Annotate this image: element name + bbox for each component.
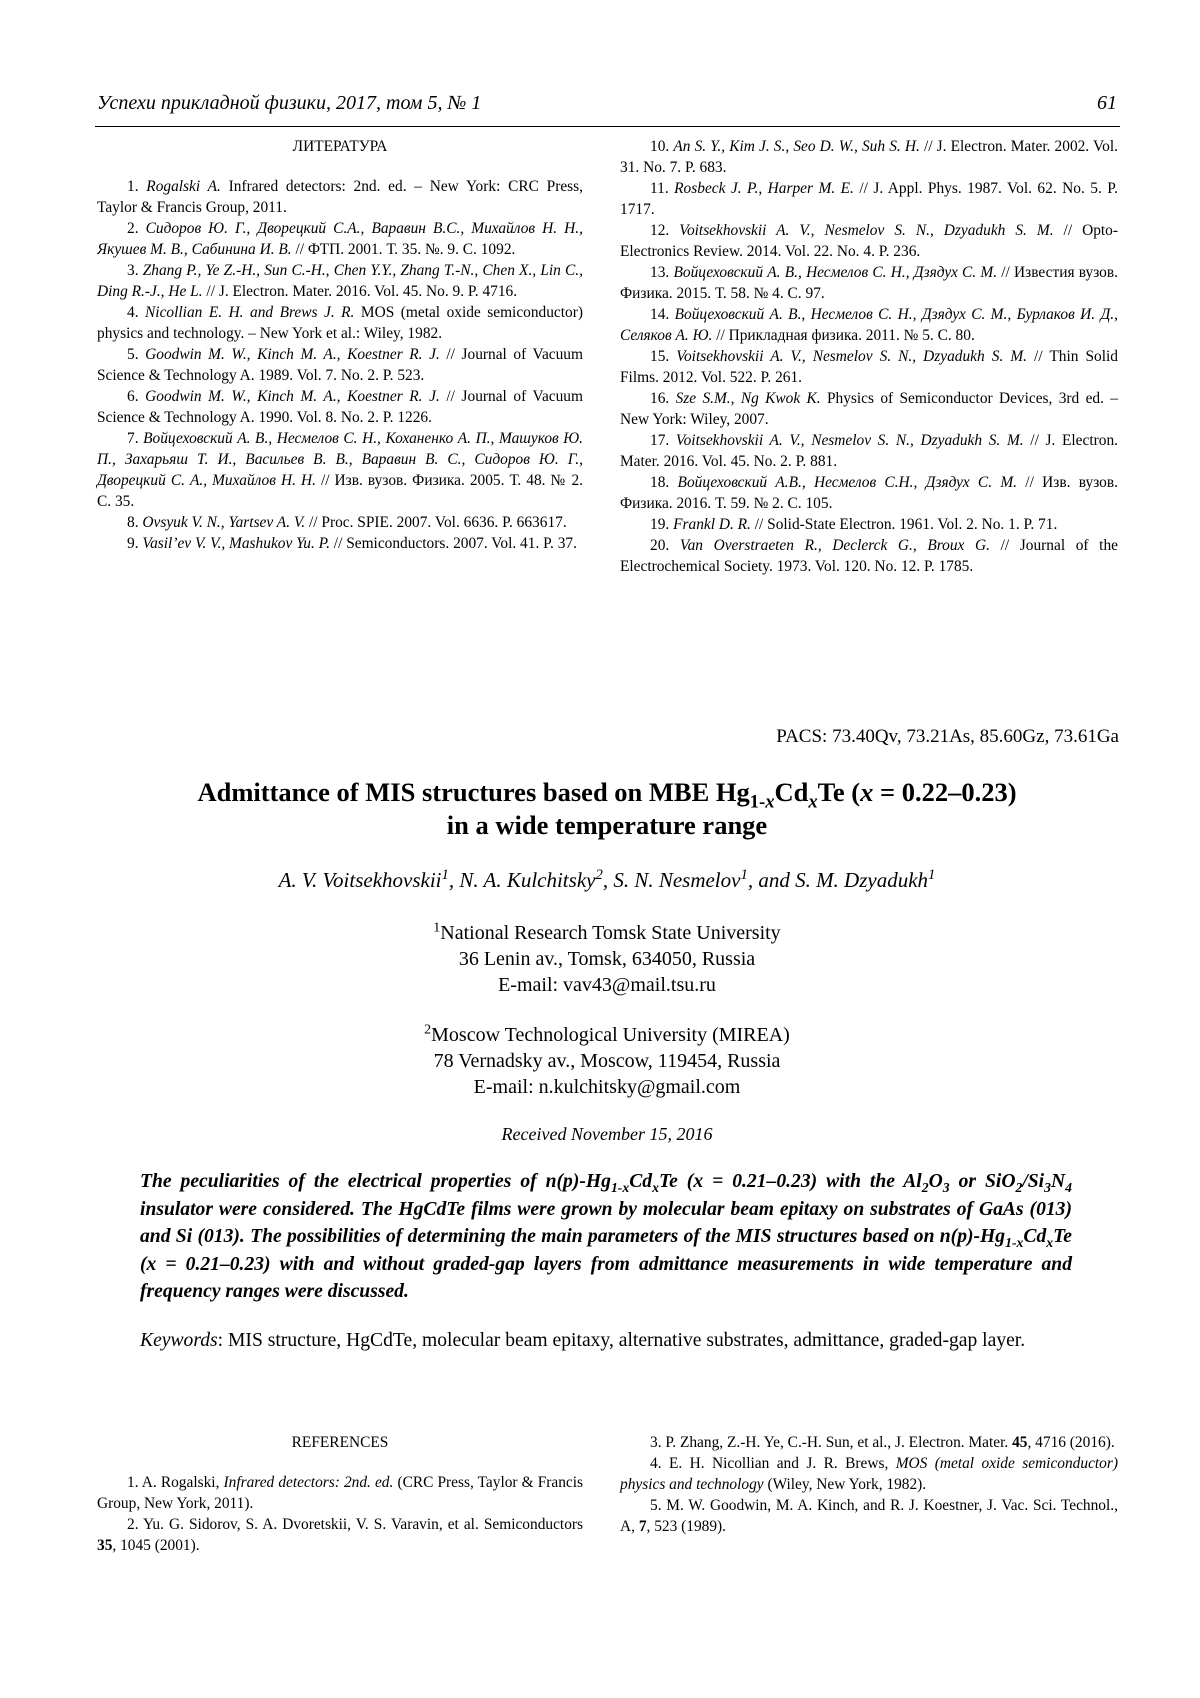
lit-ref-6: 6. Goodwin M. W., Kinch M. A., Koestner R. J. // Journal of Vacuum Science & Technology A. 1990. Vol. 8. No. 2. P. 1226.	[97, 388, 583, 426]
affiliation-2-address: 78 Vernadsky av., Moscow, 119454, Russia	[433, 1050, 781, 1072]
author-1: A. V. Voitsekhovskii$^1$,	[278, 867, 460, 892]
affiliation-1-email[interactable]: E-mail: vav43@mail.tsu.ru	[498, 974, 716, 996]
lit-ref-5: 5. Goodwin M. W., Kinch M. A., Koestner R. J. // Journal of Vacuum Science & Technology A. 1989. Vol. 7. No. 2. P. 523.	[97, 346, 583, 384]
lit-ref-18: 18. Войцеховский А.В., Несмелов С.Н., Дзядух С. М. // Изв. вузов. Физика. 2016. Т. 59. № 2. С. 105.	[620, 474, 1118, 512]
lit-ref-2: 2. Сидоров Ю. Г., Дворецкий С.А., Варавин В.С., Михайлов Н. Н., Якушев М. В., Сабинина И. В. // ФТП. 2001. Т. 35. №. 9. С. 1092.	[97, 220, 583, 258]
keywords	[140, 1328, 1072, 1354]
lit-ref-15: 15. Voitsekhovskii A. V., Nesmelov S. N., Dzyadukh S. M. // Thin Solid Films. 2012. Vol. 522. P. 261.	[620, 348, 1118, 386]
lit-ref-10: 10. An S. Y., Kim J. S., Seo D. W., Suh S. H. // J. Electron. Mater. 2002. Vol. 31. No. 7. P. 683.	[620, 138, 1118, 176]
affiliation-1-name: $^1$National Research Tomsk State University	[433, 920, 781, 944]
lit-ref-14: 14. Войцеховский А. В., Несмелов С. Н., Дзядух С. М., Бурлаков И. Д., Селяков А. Ю. // Прикладная физика. 2011. № 5. С. 80.	[620, 306, 1118, 344]
authors-line	[97, 868, 1117, 893]
pacs-codes: PACS: 73.40Qv, 73.21As, 85.60Gz, 73.61Ga	[776, 726, 1119, 747]
lit-ref-19: 19. Frankl D. R. // Solid-State Electron. 1961. Vol. 2. No. 1. P. 71.	[650, 516, 1058, 533]
affiliation-1	[97, 920, 1117, 998]
title-line-1: Admittance of MIS structures based on MBE $Hg_{1-x}Cd_xTe$ (x = 0.22–0.23)	[197, 777, 1017, 813]
literatura-title: ЛИТЕРАТУРА	[292, 138, 388, 155]
lit-ref-7: 7. Войцеховский А. В., Несмелов С. Н., Коханенко А. П., Машуков Ю. П., Захарьяш Т. И., Васильев В. В., Варавин В. С., Сидоров Ю. Г., Дворецкий С. А., Михайлов Н. Н. // Изв. вузов. Физика. 2005. Т. 48. № 2. С. 35.	[97, 430, 583, 510]
lit-ref-11: 11. Rosbeck J. P., Harper M. E. // J. Appl. Phys. 1987. Vol. 62. No. 5. P. 1717.	[620, 180, 1118, 218]
ref-1: 1. A. Rogalski, Infrared detectors: 2nd. ed. (CRC Press, Taylor & Francis Group, New York, 2011).	[97, 1474, 584, 1512]
references-right-column	[620, 1432, 1118, 1537]
affiliation-2	[97, 1022, 1117, 1100]
ref-5: 5. M. W. Goodwin, M. A. Kinch, and R. J. Koestner, J. Vac. Sci. Technol., A, 7, 523 (1989).	[620, 1497, 1118, 1535]
affiliation-1-address: 36 Lenin av., Tomsk, 634050, Russia	[458, 948, 756, 970]
author-3: S. N. Nesmelov$^1$, and	[613, 867, 796, 892]
page-number: 61	[1097, 92, 1117, 114]
lit-ref-4: 4. Nicollian E. H. and Brews J. R. MOS (metal oxide semiconductor) physics and technology. – New York et al.: Wiley, 1982.	[97, 304, 583, 342]
header-rule	[95, 126, 1120, 127]
lit-ref-1: 1. Rogalski A. Infrared detectors: 2nd. ed. – New York: CRC Press, Taylor & Francis Group, 2011.	[97, 178, 583, 216]
lit-ref-17: 17. Voitsekhovskii A. V., Nesmelov S. N., Dzyadukh S. M. // J. Electron. Mater. 2016. Vol. 45. No. 2. P. 881.	[620, 432, 1118, 470]
journal-name: Успехи прикладной физики, 2017, том 5, № 1	[97, 92, 482, 114]
author-4: S. M. Dzyadukh$^1$	[795, 867, 936, 892]
author-2: N. A. Kulchitsky$^2$,	[459, 867, 614, 892]
title-line-2: in a wide temperature range	[446, 810, 768, 840]
received-date: Received November 15, 2016	[501, 1124, 713, 1144]
lit-ref-9: 9. Vasil’ev V. V., Mashukov Yu. P. // Semiconductors. 2007. Vol. 41. P. 37.	[127, 535, 577, 552]
ref-3: 3. P. Zhang, Z.-H. Ye, C.-H. Sun, et al., J. Electron. Mater. 45, 4716 (2016).	[650, 1434, 1115, 1451]
affiliation-2-email[interactable]: E-mail: n.kulchitsky@gmail.com	[473, 1076, 741, 1098]
literatura-right-column	[620, 136, 1118, 577]
lit-ref-13: 13. Войцеховский А. В., Несмелов С. Н., Дзядух С. М. // Известия вузов. Физика. 2015. Т. 58. № 4. С. 97.	[620, 264, 1118, 302]
affiliation-2-name: $^2$Moscow Technological University (MIREA)	[424, 1022, 790, 1046]
abstract: The peculiarities of the electrical properties of $n(p)-Hg_{1-x}Cd_xTe$ (x = 0.21–0.23) with the $Al_2O_3$ or $SiO_2/Si_3N_4$ insulator were considered. The HgCdTe films were grown by molecular beam epitaxy on substrates of GaAs (013) and Si (013). The possibilities of determining the main parameters of the MIS structures based on $n(p)-Hg_{1-x}Cd_xTe$ (x = 0.21–0.23) with and without graded-gap layers from admittance measurements in wide temperature and frequency ranges were discussed.	[140, 1171, 1072, 1302]
literatura-left-column	[97, 136, 583, 554]
references-title: REFERENCES	[291, 1434, 389, 1451]
ref-4: 4. E. H. Nicollian and J. R. Brews, MOS (metal oxide semiconductor) physics and technology (Wiley, New York, 1982).	[620, 1455, 1118, 1493]
keywords-label: Keywords	[140, 1330, 218, 1351]
ref-2: 2. Yu. G. Sidorov, S. A. Dvoretskii, V. S. Varavin, et al. Semiconductors 35, 1045 (2001).	[97, 1516, 583, 1554]
lit-ref-3: 3. Zhang P., Ye Z.-H., Sun C.-H., Chen Y.Y., Zhang T.-N., Chen X., Lin C., Ding R.-J., He L. // J. Electron. Mater. 2016. Vol. 45. No. 9. P. 4716.	[97, 262, 583, 300]
lit-ref-16: 16. Sze S.M., Ng Kwok K. Physics of Semiconductor Devices, 3rd ed. – New York: Wiley, 2007.	[620, 390, 1118, 428]
lit-ref-20: 20. Van Overstraeten R., Declerck G., Broux G. // Journal of the Electrochemical Society. 1973. Vol. 120. No. 12. P. 1785.	[620, 537, 1118, 575]
keywords-text: : MIS structure, HgCdTe, molecular beam epitaxy, alternative substrates, admittance, graded-gap layer.	[217, 1330, 1026, 1351]
lit-ref-12: 12. Voitsekhovskii A. V., Nesmelov S. N., Dzyadukh S. M. // Opto-Electronics Review. 2014. Vol. 22. No. 4. P. 236.	[620, 222, 1118, 260]
lit-ref-8: 8. Ovsyuk V. N., Yartsev A. V. // Proc. SPIE. 2007. Vol. 6636. P. 663617.	[127, 514, 567, 531]
article-title	[97, 776, 1117, 842]
references-left-column	[97, 1432, 583, 1556]
running-head	[97, 92, 1117, 115]
